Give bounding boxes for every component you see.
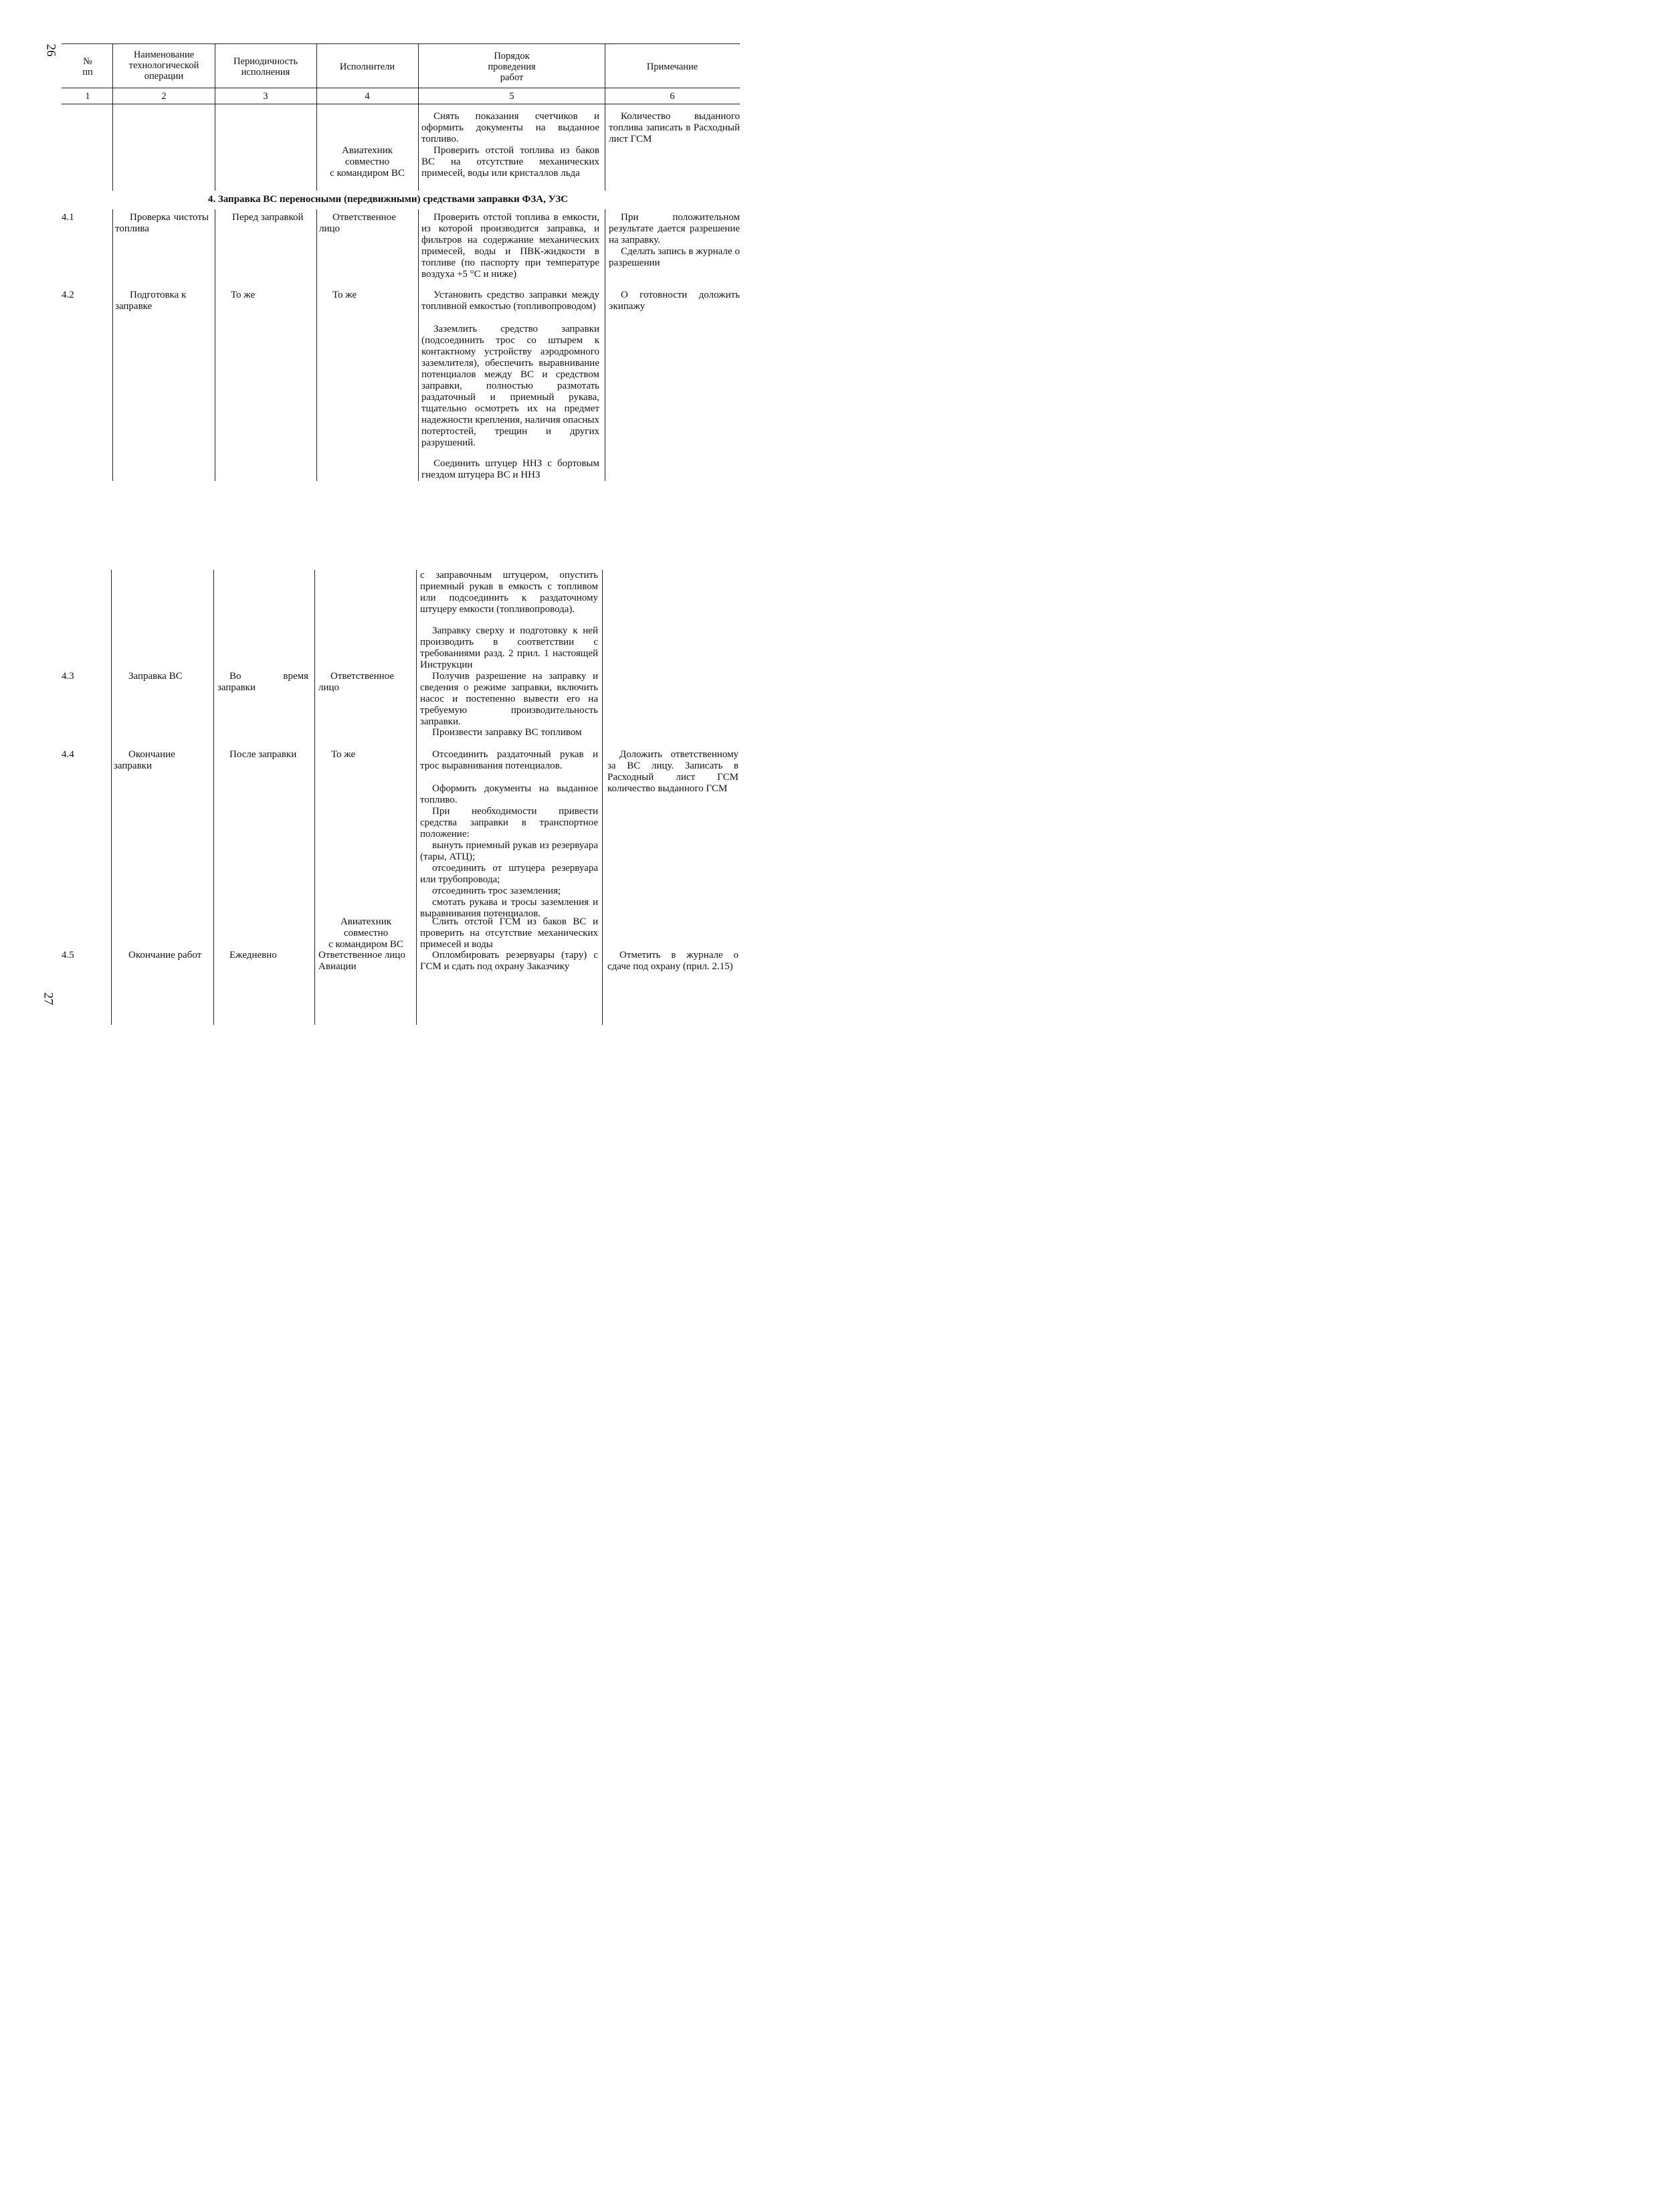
- row-number: 4.3: [62, 671, 74, 682]
- column-number: 2: [161, 91, 167, 102]
- performer-cell: Авиатехник совместно с командиром ВС: [328, 916, 403, 950]
- procedure-text: Снять показания счетчиков и оформить документы на выданное топливо.: [421, 111, 599, 144]
- col-divider: [316, 43, 317, 191]
- note-cell: Доложить ответственному за ВС лицу. Записать в Расходный лист ГСМ количество выданного ГСМ: [607, 749, 739, 794]
- procedure-text: Получив разрешение на заправку и сведения о режиме заправки, включить насос и постепенно вывести его на требуемую производительность заправки.: [420, 671, 598, 727]
- periodicity-cell: То же: [231, 290, 256, 300]
- section-title: 4. Заправка ВС переносными (передвижными) средствами заправки ФЗА, УЗС: [207, 194, 569, 205]
- header-col-periodicity: Периодичность исполнения: [233, 56, 298, 78]
- procedure-text: При необходимости привести средства заправки в транспортное положение:: [420, 806, 598, 839]
- performer-cell: Ответственное лицо: [318, 671, 395, 693]
- performer-cell: Ответственное лицо: [319, 212, 397, 234]
- periodicity-cell: После заправки: [229, 749, 297, 760]
- performer-cell: Ответственное лицо Авиации: [318, 950, 405, 972]
- col-divider: [602, 570, 603, 1025]
- operation-name: Заправка ВС: [128, 671, 183, 682]
- col-divider: [416, 570, 417, 1025]
- row-number: 4.2: [62, 290, 74, 300]
- column-number: 3: [263, 91, 268, 102]
- header-col-number: № пп: [82, 56, 93, 78]
- col-divider: [316, 209, 317, 481]
- page-number-bottom: 27: [41, 992, 56, 1005]
- procedure-text: Соединить штуцер ННЗ с бортовым гнездом штуцера ВС и ННЗ: [421, 458, 599, 480]
- col-divider: [418, 209, 419, 481]
- procedure-text: Проверить отстой топлива в емкости, из которой производится заправка, и фильтров на содержание механических примесей, воды и ПВК-жидкости в топливе (по паспорту при температуре воздуха +5 °С и ниже): [421, 212, 599, 280]
- note-cell: Количество выданного топлива записать в Расходный лист ГСМ: [609, 111, 740, 144]
- column-number: 6: [670, 91, 675, 102]
- procedure-text: Заправку сверху и подготовку к ней производить в соответствии с требованиями разд. 2 прил. 1 настоящей Инструкции: [420, 625, 598, 670]
- note-cell: О готовности доложить экипажу: [609, 290, 740, 312]
- header-col-procedure: Порядок проведения работ: [488, 51, 536, 83]
- col-divider: [213, 570, 214, 1025]
- procedure-text: Опломбировать резервуары (тару) с ГСМ и сдать под охрану Заказчику: [420, 950, 598, 972]
- col-divider: [112, 43, 113, 191]
- procedure-text: Слить отстой ГСМ из баков ВС и проверить на отсутствие механических примесей и воды: [420, 916, 598, 950]
- header-col-performers: Исполнители: [339, 62, 395, 72]
- col-divider: [314, 570, 315, 1025]
- procedure-text: Проверить отстой топлива из баков ВС на отсутствие механических примесей, воды или кристаллов льда: [421, 145, 599, 179]
- operation-name: Окончание заправки: [114, 749, 175, 771]
- row-number: 4.4: [62, 749, 74, 760]
- column-number: 1: [85, 91, 90, 102]
- note-cell: При положительном результате дается разрешение на заправку.: [609, 212, 740, 245]
- header-col-operation: Наименование технологической операции: [128, 49, 199, 82]
- performer-cell: То же: [331, 749, 356, 760]
- periodicity-cell: Перед заправкой: [232, 212, 304, 223]
- procedure-text: смотать рукава и тросы заземления и выравнивания потенциалов.: [420, 897, 598, 919]
- procedure-text: Заземлить средство заправки (подсоединить трос со штырем к контактному устройству аэродромного заземлителя), обеспечить выравнивание потенциалов между ВС и средством заправки, полностью размотать раздаточный и приемный рукава, тщательно осмотреть их на предмет надежности крепления, наличия опасных потертостей, трещин и других разрушений.: [421, 324, 599, 448]
- column-number: 5: [509, 91, 514, 102]
- periodicity-cell: Во время заправки: [217, 671, 308, 693]
- procedure-text: Оформить документы на выданное топливо.: [420, 783, 598, 805]
- procedure-text: отсоединить от штуцера резервуара или трубопровода;: [420, 863, 598, 885]
- operation-name: Окончание работ: [128, 950, 202, 961]
- row-number: 4.5: [62, 950, 74, 961]
- col-divider: [111, 570, 112, 1025]
- procedure-text: Установить средство заправки между топливной емкостью (топливопроводом): [421, 290, 599, 312]
- column-number: 4: [365, 91, 370, 102]
- periodicity-cell: Ежедневно: [229, 950, 277, 961]
- performer-cell: Авиатехник совместно с командиром ВС: [330, 145, 405, 179]
- col-divider: [418, 43, 419, 191]
- procedure-text: отсоединить трос заземления;: [432, 886, 561, 896]
- performer-cell: То же: [332, 290, 357, 300]
- procedure-text: вынуть приемный рукав из резервуара (тары, АТЦ);: [420, 840, 598, 862]
- row-number: 4.1: [62, 212, 74, 223]
- procedure-text: Отсоединить раздаточный рукав и трос выравнивания потенциалов.: [420, 749, 598, 771]
- procedure-text: Произвести заправку ВС топливом: [432, 727, 582, 738]
- operation-name: Подготовка к заправке: [115, 290, 187, 312]
- table-top-rule: [62, 43, 740, 44]
- page-number-top: 26: [43, 43, 58, 57]
- note-cell: Сделать запись в журнале о разрешении: [609, 246, 740, 268]
- operation-name: Проверка чистоты топлива: [115, 212, 209, 234]
- col-divider: [112, 209, 113, 481]
- header-col-note: Примечание: [646, 62, 698, 72]
- procedure-text: с заправочным штуцером, опустить приемный рукав в емкость с топливом или подсоединить к раздаточному штуцеру емкости (топливопровода).: [420, 570, 598, 615]
- note-cell: Отметить в журнале о сдаче под охрану (прил. 2.15): [607, 950, 739, 972]
